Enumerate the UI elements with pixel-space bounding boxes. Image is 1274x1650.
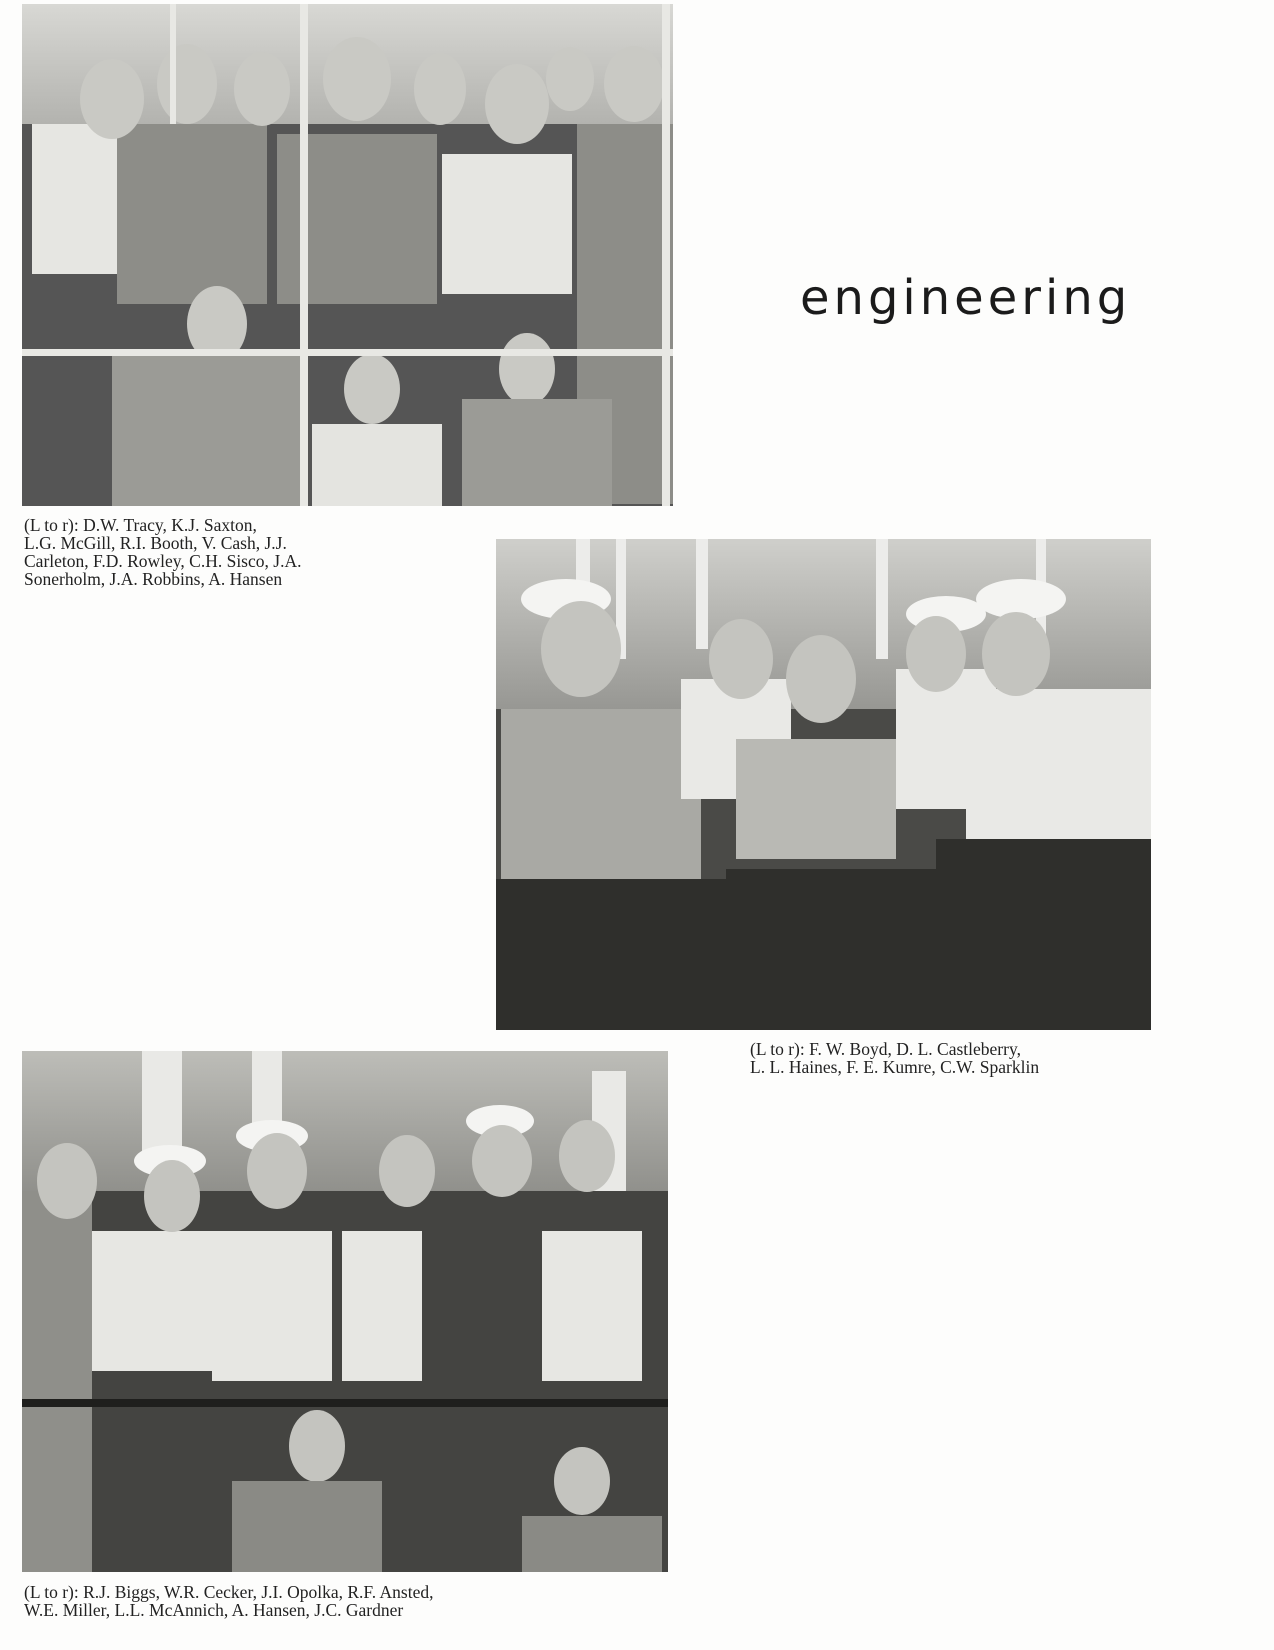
caption-line: L.G. McGill, R.I. Booth, V. Cash, J.J. — [24, 533, 287, 553]
section-title: engineering — [800, 270, 1132, 326]
group-photo-1 — [22, 4, 673, 506]
caption-line: (L to r): D.W. Tracy, K.J. Saxton, — [24, 515, 257, 535]
caption-line: Sonerholm, J.A. Robbins, A. Hansen — [24, 569, 283, 589]
caption-line: L. L. Haines, F. E. Kumre, C.W. Sparklin — [750, 1057, 1040, 1077]
photo-1-caption — [24, 516, 444, 588]
group-photo-3 — [22, 1051, 668, 1572]
photo-3-caption — [24, 1583, 644, 1619]
caption-line: Carleton, F.D. Rowley, C.H. Sisco, J.A. — [24, 551, 302, 571]
photo-2-caption — [750, 1040, 1160, 1076]
caption-line: (L to r): F. W. Boyd, D. L. Castleberry, — [750, 1039, 1021, 1059]
group-photo-2 — [496, 539, 1151, 1030]
caption-line: W.E. Miller, L.L. McAnnich, A. Hansen, J.C. Gardner — [24, 1600, 404, 1620]
caption-line: (L to r): R.J. Biggs, W.R. Cecker, J.I. Opolka, R.F. Ansted, — [24, 1582, 434, 1602]
